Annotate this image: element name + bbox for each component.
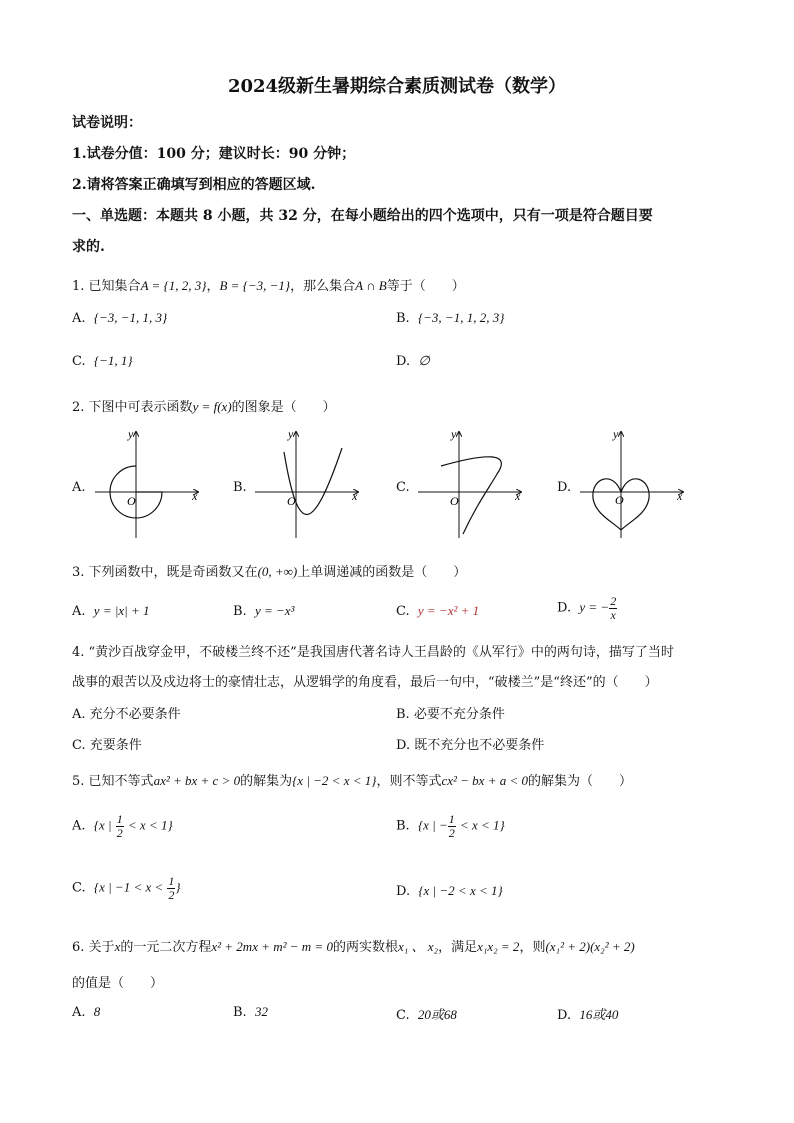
option-value: {−3, −1, 1, 2, 3} [417,310,505,325]
question-text: 的图象是（ ） [231,400,336,415]
option-value: 8 [93,1004,101,1019]
math-expression: (0, +∞) [257,564,298,579]
question-text: 的解集为 [240,774,293,789]
page-title: 2024级新生暑期综合素质测试卷（数学） [227,76,567,97]
q5-option-b[interactable] [396,813,505,839]
question-text: ， [206,279,220,294]
math-expression: x₁ 、 x₂ [397,939,439,954]
question-2-stem [72,396,336,415]
y-axis-label: y [451,427,457,441]
math-expression: A ∩ B [355,278,387,293]
origin-label: O [450,494,459,508]
fraction-denominator: 2 [448,825,455,840]
math-expression: (x₁² + 2)(x₂² + 2) [545,939,635,954]
instructions-heading: 试卷说明： [72,115,142,131]
fraction-numerator: 2 [610,594,617,608]
math-expression: y = f(x) [192,399,232,414]
question-text: ，那么集合 [290,279,356,294]
y-axis-label: y [128,427,134,441]
option-value: {x | [93,817,112,833]
math-expression: B = {−3, −1} [219,278,291,293]
q2-graph-b [250,426,365,541]
option-label: B. [233,604,247,619]
option-value: ∅ [418,353,430,368]
x-axis-label: x [192,489,198,503]
origin-label: O [127,494,136,508]
q6-option-b[interactable] [233,1004,268,1020]
fraction-numerator: 1 [448,812,455,826]
fraction [116,813,124,839]
option-value: y = −x² + 1 [417,603,480,618]
fraction-denominator: 2 [116,825,123,840]
section-heading-line-2: 求的. [72,239,105,255]
q4-option-c[interactable]: C. 充要条件 [72,738,142,753]
question-5-stem [72,770,632,789]
question-text: ，则不等式 [376,774,442,789]
question-4-line-2: 战事的艰苦以及戍边将士的豪情壮志，从逻辑学的角度看，最后一句中，“破楼兰”是“终还”的（ ） [72,675,658,690]
question-number: 1. [72,279,85,294]
y-axis-label: y [613,427,619,441]
option-label: D. [396,884,411,899]
origin-label: O [287,494,296,508]
y-axis-label: y [288,427,294,441]
option-label: D. [557,1008,572,1023]
question-text: 已知不等式 [88,774,154,789]
option-label: A. [72,311,86,326]
question-text: 等于（ ） [386,279,465,294]
q3-option-a[interactable] [72,603,150,619]
q3-option-d[interactable] [557,595,617,621]
question-1-stem [72,275,465,294]
question-text: ，满足 [438,940,478,955]
option-label: D. [396,354,411,369]
fraction-numerator: 1 [116,812,123,826]
question-text: 已知集合 [88,279,141,294]
q6-option-d[interactable] [557,1004,618,1023]
question-6-line-2: 的值是（ ） [72,976,164,991]
option-value: {−1, 1} [93,353,133,368]
question-number: 3. [72,565,85,580]
math-expression: ax² + bx + c > 0 [153,773,241,788]
math-expression: x² + 2mx + m² − m = 0 [211,939,333,954]
option-label: C. [72,354,86,369]
q1-option-c[interactable] [72,353,133,369]
math-expression: x [114,939,121,954]
question-6-stem [72,936,635,955]
q2-option-a-label[interactable]: A. [72,480,86,495]
question-text: 下列函数中，既是奇函数又在 [88,565,258,580]
question-text: 的解集为（ ） [528,774,633,789]
fraction-denominator: 2 [168,887,175,902]
option-value: {x | −1 < x < [93,879,164,895]
q2-option-d-label[interactable]: D. [557,480,572,495]
option-value: < x < 1} [459,817,505,833]
q2-option-b-label[interactable]: B. [233,480,247,495]
q5-option-c[interactable] [72,875,181,901]
question-number: 6. [72,940,85,955]
q1-option-a[interactable] [72,310,167,326]
option-label: B. [233,1005,247,1020]
q3-option-b[interactable] [233,603,294,619]
option-label: B. [396,311,410,326]
question-text: 的两实数根 [332,940,398,955]
option-value: y = |x| + 1 [93,603,150,618]
question-3-stem [72,561,466,580]
q4-option-a[interactable]: A. 充分不必要条件 [72,707,181,722]
option-label: C. [396,1008,410,1023]
q1-option-b[interactable] [396,310,504,326]
x-axis-label: x [515,489,521,503]
q4-option-d[interactable]: D. 既不充分也不必要条件 [396,738,545,753]
q1-option-d[interactable] [396,353,430,369]
q5-option-a[interactable] [72,813,173,839]
x-axis-label: x [677,489,683,503]
option-value: 32 [254,1004,268,1019]
question-text: 上单调递减的函数是（ ） [297,565,467,580]
option-label: A. [72,1005,86,1020]
fraction [448,813,456,839]
origin-label: O [615,493,624,507]
q2-graph-c [413,426,528,541]
question-text: ，则 [519,940,546,955]
question-number: 2. [72,400,85,415]
question-text: 关于 [88,940,115,955]
option-value: } [175,879,181,895]
option-value: 20或68 [417,1007,457,1022]
option-label: B. [396,818,410,834]
math-expression: {x | −2 < x < 1} [292,773,377,788]
question-number: 5. [72,774,85,789]
q4-option-b[interactable]: B. 必要不充分条件 [396,707,505,722]
option-label: C. [396,604,410,619]
math-expression: A = {1, 2, 3} [140,278,207,293]
option-value: y = − [579,599,610,615]
question-4-line-1: 4. “黄沙百战穿金甲，不破楼兰终不还”是我国唐代著名诗人王昌龄的《从军行》中的两句诗，描写了当时 [72,645,674,660]
option-value: {x | −2 < x < 1} [418,883,503,898]
option-value: {x | − [417,817,448,833]
q3-option-c[interactable] [396,603,479,619]
q2-graph-d [575,426,690,541]
option-value: {−3, −1, 1, 3} [93,310,168,325]
option-label: D. [557,600,572,616]
option-value: y = −x³ [254,603,295,618]
fraction-denominator: x [610,607,616,622]
question-text: 的一元二次方程 [120,940,212,955]
q2-option-c-label[interactable]: C. [396,480,410,495]
x-axis-label: x [352,489,358,503]
q6-option-a[interactable] [72,1004,100,1020]
math-expression: x₁x₂ = 2 [477,939,520,954]
q5-option-d[interactable] [396,883,503,899]
fraction-numerator: 1 [168,874,175,888]
section-heading-line-1: 一、单选题：本题共 8 小题，共 32 分，在每小题给出的四个选项中，只有一项是符合题目要 [72,208,653,224]
math-expression: cx² − bx + a < 0 [441,773,528,788]
option-label: A. [72,818,86,834]
fraction [609,595,617,621]
instructions-line-1: 1.试卷分值：100 分；建议时长：90 分钟； [72,146,356,162]
option-value: 16或40 [579,1007,619,1022]
option-label: C. [72,880,86,896]
q2-graph-a [90,426,205,541]
instructions-line-2: 2.请将答案正确填写到相应的答题区域. [72,177,316,193]
q6-option-c[interactable] [396,1004,457,1023]
option-label: A. [72,604,86,619]
question-text: 下图中可表示函数 [88,400,193,415]
option-value: < x < 1} [127,817,173,833]
